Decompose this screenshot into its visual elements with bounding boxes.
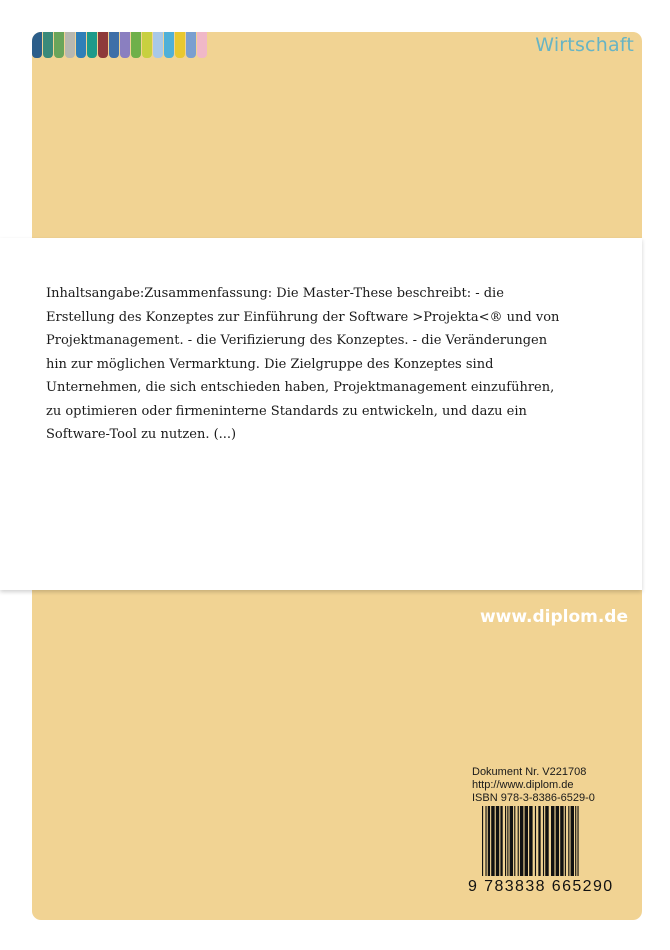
color-stripe <box>197 32 207 58</box>
color-stripe <box>32 32 42 58</box>
barcode-bar <box>551 806 554 876</box>
color-stripe <box>87 32 97 58</box>
barcode-bar <box>514 806 515 876</box>
barcode-bar <box>543 806 544 876</box>
barcode-bar <box>500 806 502 876</box>
abstract-text: Inhaltsangabe:Zusammenfassung: Die Master-These beschreibt: - die Erstellung des Konzeptes zur Einführung der Software >Projekta<® und von Projektmanagement. - die Verifizierung des Konzeptes. - die Veränderungen hin zur möglichen Vermarktung. Die Zielgruppe des Konzeptes sind Unternehmen, die sich entschieden haben, Projektmanagement einzuführen, zu optimieren oder firmeninterne Standards zu entwickeln, und dazu ein Software-Tool zu nutzen. (...) <box>46 286 560 442</box>
barcode-bar <box>485 806 486 876</box>
color-stripe <box>175 32 185 58</box>
isbn: ISBN 978-3-8386-6529-0 <box>472 792 595 804</box>
barcode-bar <box>491 806 494 876</box>
barcode-digits: 9 783838 665290 <box>468 878 614 895</box>
barcode-bar <box>560 806 563 876</box>
barcode-bar <box>545 806 548 876</box>
barcode-bar <box>565 806 566 876</box>
barcode-bars <box>468 806 628 880</box>
barcode-bar <box>505 806 506 876</box>
barcode-bar <box>575 806 576 876</box>
color-stripe <box>142 32 152 58</box>
barcode-bar <box>488 806 490 876</box>
color-stripe <box>164 32 174 58</box>
document-number: Dokument Nr. V221708 <box>472 766 587 778</box>
barcode-bar <box>482 806 483 876</box>
barcode-bar <box>577 806 578 876</box>
color-stripe <box>186 32 196 58</box>
color-stripe <box>54 32 64 58</box>
barcode-bar <box>568 806 569 876</box>
barcode-bar <box>529 806 532 876</box>
publisher-url[interactable]: www.diplom.de <box>479 607 628 627</box>
barcode-bar <box>525 806 528 876</box>
color-stripe <box>153 32 163 58</box>
web-address: http://www.diplom.de <box>472 779 574 791</box>
color-stripe <box>131 32 141 58</box>
color-stripes <box>32 32 208 58</box>
color-stripe <box>120 32 130 58</box>
color-stripe <box>43 32 53 58</box>
category-label: Wirtschaft <box>535 34 634 56</box>
barcode <box>468 806 628 900</box>
color-stripe <box>98 32 108 58</box>
color-stripe <box>65 32 75 58</box>
barcode-bar <box>556 806 559 876</box>
barcode-bar <box>571 806 574 876</box>
barcode-bar <box>510 806 513 876</box>
barcode-bar <box>520 806 523 876</box>
color-stripe <box>109 32 119 58</box>
barcode-bar <box>538 806 540 876</box>
barcode-bar <box>507 806 508 876</box>
barcode-bar <box>518 806 519 876</box>
barcode-bar <box>496 806 499 876</box>
color-stripe <box>76 32 86 58</box>
barcode-bar <box>535 806 536 876</box>
document-meta <box>472 766 632 805</box>
